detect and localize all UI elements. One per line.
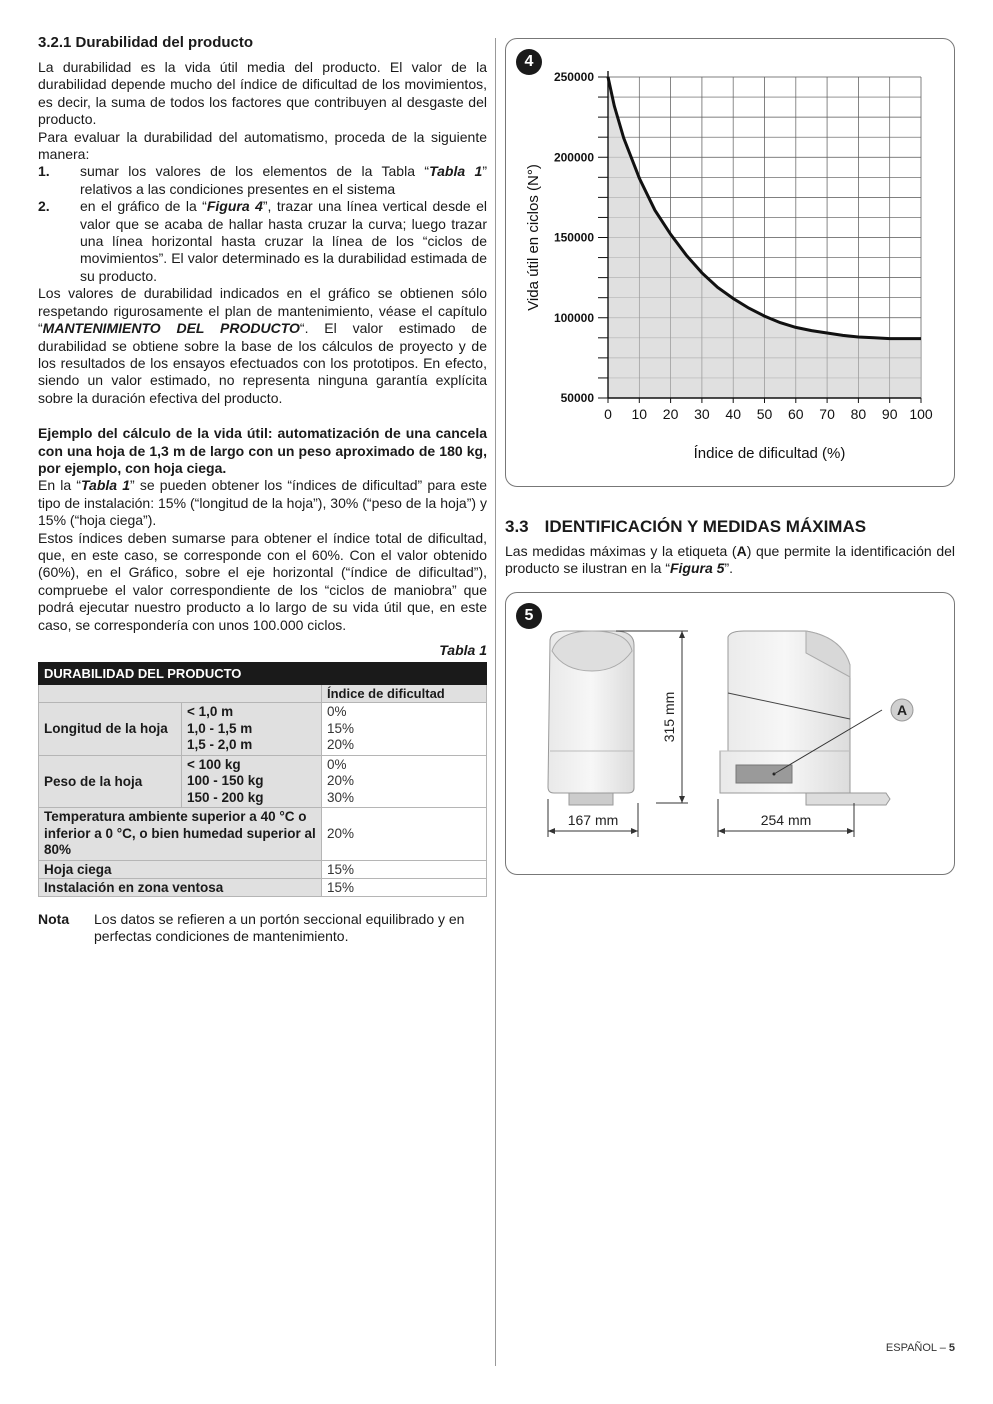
front-view: [548, 631, 638, 837]
paragraph-identification: Las medidas máximas y la etiqueta (A) que permite la identificación del producto se ilustran en la “Figura 5”.: [505, 543, 956, 577]
table-title: DURABILIDAD DEL PRODUCTO: [39, 663, 487, 685]
column-divider: [495, 38, 496, 1366]
table-row: Temperatura ambiente superior a 40 °C o inferior a 0 °C, o bien humedad superior al 80% 20%: [39, 808, 487, 861]
y-axis-label: Vida útil en ciclos (N°): [525, 164, 542, 311]
paragraph-example-result: Estos índices deben sumarse para obtener el índice total de dificultad, que, en este caso, se corresponde con el 60%. Con el valor obtenido (60%), en el Gráfico, sobre el eje horizontal (“índice de dificultad”), compruebe el valor correspondiente de los “ciclos de maniobra” que podrá ejecutar nuestro producto a lo largo de su vida útil que, en este caso, se correspondería con unos 100.000 ciclos.: [38, 529, 487, 633]
x-tick-label: 90: [881, 406, 898, 422]
step-text: en el gráfico de la “Figura 4”, trazar una línea vertical desde el valor que se acaba de hallar hasta cruzar la curva; luego trazar una línea horizontal hasta cruzar la línea de los “ciclos de movimientos”. El valor determinado es la durabilidad estimada de su producto.: [80, 198, 487, 284]
y-tick-label: 50000: [560, 391, 594, 405]
table-caption: Tabla 1: [439, 642, 487, 658]
label-a-callout: A: [896, 701, 908, 718]
x-tick-label: 70: [819, 406, 835, 422]
left-column: [38, 34, 487, 945]
paragraph-example-indices: En la “Tabla 1” se pueden obtener los “índices de dificultad” para este tipo de instalación: 15% (“longitud de la hoja”), 30% (“peso de la hoja”) y 15% (“hoja ciega”).: [38, 477, 487, 529]
list-item: [38, 198, 487, 285]
side-width-label: 254 mm: [760, 811, 812, 828]
step-text: sumar los valores de los elementos de la Tabla “Tabla 1” relativos a las condiciones presentes en el sistema: [80, 163, 487, 197]
y-tick-label: 100000: [553, 310, 594, 325]
note-key: Nota: [38, 910, 70, 927]
x-axis-label: Índice de dificultad (%): [693, 445, 846, 462]
table-row: Instalación en zona ventosa 15%: [39, 878, 487, 896]
durability-chart: [506, 39, 954, 486]
x-tick-label: 60: [788, 406, 804, 422]
step-number: 1.: [38, 163, 50, 180]
y-tick-label: 200000: [553, 150, 594, 165]
table-row: Peso de la hoja < 100 kg 100 - 150 kg 150 - 200 kg 0% 20% 30%: [39, 755, 487, 808]
label-ref: A: [736, 543, 747, 559]
x-tick-label: 0: [604, 406, 612, 422]
front-width-label: 167 mm: [567, 811, 619, 828]
paragraph-evaluate: Para evaluar la durabilidad del automatismo, proceda de la siguiente manera:: [38, 128, 487, 163]
figure-badge: 4: [516, 49, 542, 75]
paragraph-intro: La durabilidad es la vida útil media del producto. El valor de la durabilidad depende mucho del índice de dificultad de los movimientos, es decir, la suma de todos los factores que contribuyen al desgaste del producto.: [38, 59, 487, 128]
paragraph-maintenance: Los valores de durabilidad indicados en el gráfico se obtienen sólo respetando rigurosamente el plan de mantenimiento, véase el capítulo “MANTENIMIENTO DEL PRODUCTO“. El valor estimado de durabilidad se obtiene sobre la base de los cálculos de proyecto y de los resultados de los ensayos efectuados con los prototipos. En efecto, siendo un valor estimado, no representa ninguna garantía explícita sobre la duración efectiva del producto.: [38, 285, 487, 406]
figure-4-box: [505, 38, 955, 487]
x-tick-label: 20: [662, 406, 679, 422]
figure-ref: Figura 5: [669, 560, 725, 577]
page-footer: ESPAÑOL – 5: [885, 1342, 955, 1354]
table-ref: Tabla 1: [81, 477, 131, 494]
steps-list: [38, 163, 487, 285]
x-tick-label: 40: [725, 406, 741, 422]
y-tick-label: 250000: [553, 70, 594, 84]
page-number: 5: [948, 1342, 955, 1354]
side-view: [718, 631, 913, 837]
x-tick-label: 100: [909, 406, 933, 422]
section-title-durability: 3.2.1 Durabilidad del producto: [38, 34, 254, 51]
section-3-3: [505, 517, 955, 578]
chapter-ref: MANTENIMIENTO DEL PRODUCTO: [42, 320, 300, 337]
step-number: 2.: [38, 198, 50, 215]
figure-badge: 5: [516, 603, 542, 629]
product-dimensions-drawing: [506, 593, 954, 874]
figure-5-box: [505, 592, 955, 875]
right-column: [505, 38, 955, 875]
x-tick-label: 10: [631, 406, 648, 422]
note: [38, 911, 487, 946]
height-label: 315 mm: [661, 691, 677, 743]
durability-table: [38, 662, 487, 897]
table-row: Hoja ciega 15%: [39, 860, 487, 878]
list-item: [38, 163, 487, 198]
table-row: Longitud de la hoja < 1,0 m 1,0 - 1,5 m 1,5 - 2,0 m 0% 15% 20%: [39, 703, 487, 756]
y-tick-label: 150000: [553, 230, 594, 245]
x-tick-label: 80: [850, 406, 867, 422]
example-title: Ejemplo del cálculo de la vida útil: automatización de una cancela con una hoja de 1,3 m de largo con un peso aproximado de 180 kg, por ejemplo, con hoja ciega.: [38, 425, 487, 476]
table-ref: Tabla 1: [429, 163, 483, 180]
section-title-identification: 3.3 IDENTIFICACIÓN Y MEDIDAS MÁXIMAS: [505, 517, 867, 536]
note-text: Los datos se refieren a un portón seccional equilibrado y en perfectas condiciones de mantenimiento.: [94, 910, 465, 944]
x-tick-label: 30: [694, 406, 710, 422]
column-header: Índice de dificultad: [322, 685, 487, 703]
x-tick-label: 50: [756, 406, 773, 422]
figure-ref: Figura 4: [206, 198, 263, 215]
